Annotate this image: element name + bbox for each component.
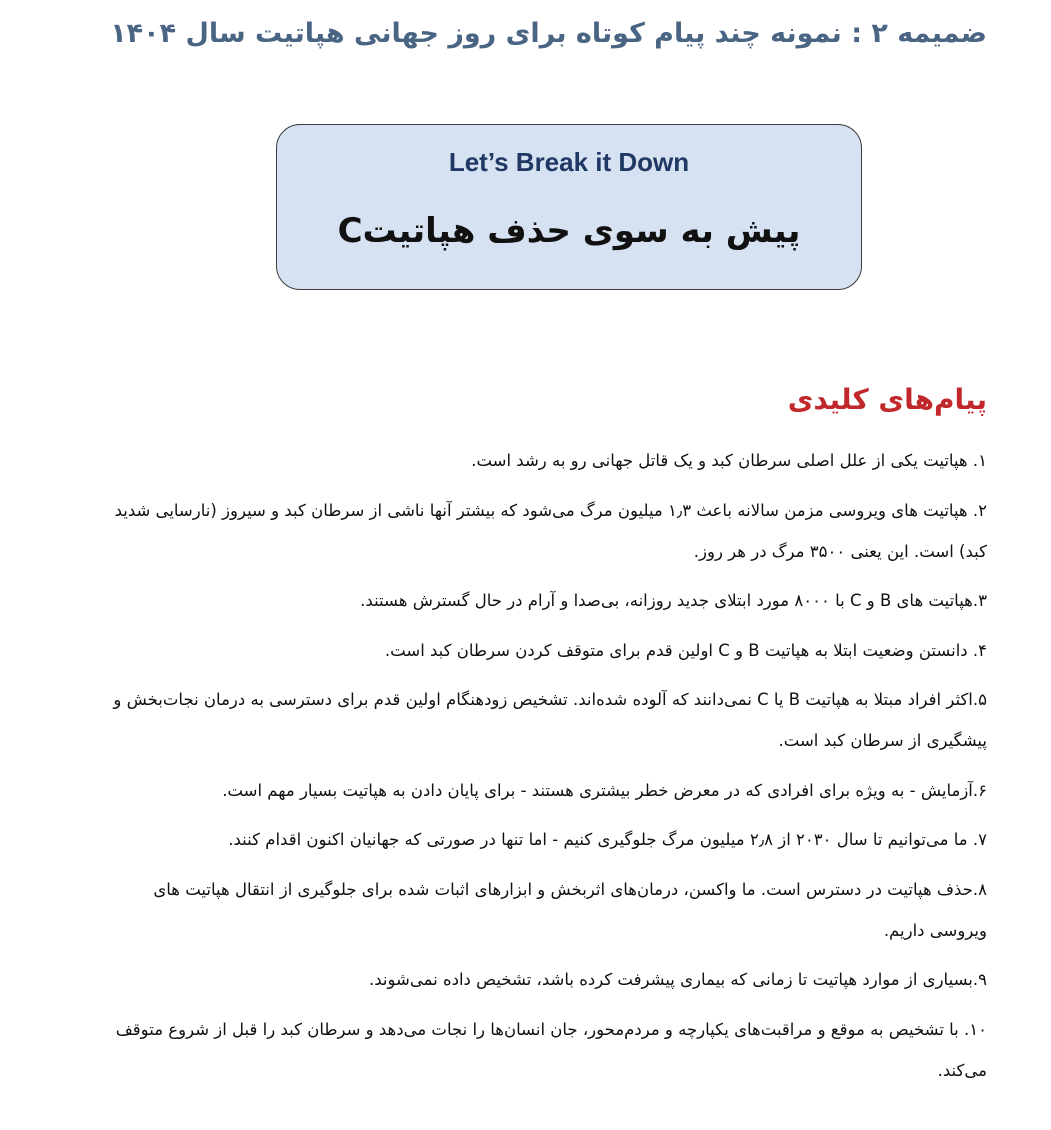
key-message-7: ۷. ما می‌توانیم تا سال ۲۰۳۰ از ۲٫۸ میلیون مرگ جلوگیری کنیم - اما تنها در صورتی که جهانیان اکنون اقدام کنند.: [228, 830, 987, 849]
banner-persian-title: پیش به سوی حذف هپاتیتC: [337, 211, 801, 251]
key-message-1: ۱. هپاتیت یکی از علل اصلی سرطان کبد و یک قاتل جهانی رو به رشد است.: [471, 451, 987, 470]
key-message-5: ۵.اکثر افراد مبتلا به هپاتیت B یا C نمی‌دانند که آلوده شده‌اند. تشخیص زودهنگام اولین قدم برای دسترسی به درمان نجات‌بخش و پیشگیری از سرطان کبد است.: [113, 690, 987, 750]
key-message-4: ۴. دانستن وضعیت ابتلا به هپاتیت B و C اولین قدم برای متوقف کردن سرطان کبد است.: [384, 640, 987, 660]
campaign-banner: [276, 124, 862, 290]
key-message-10: ۱۰. با تشخیص به موقع و مراقبت‌های یکپارچه و مردم‌محور، جان انسان‌ها را نجات می‌دهد و سرطان کبد را قبل از شروع متوقف می‌کند.: [115, 1019, 987, 1080]
key-messages-heading: پیام‌های کلیدی: [787, 383, 987, 416]
key-message-8: ۸.حذف هپاتیت در دسترس است. ما واکسن، درمان‌های اثربخش و ابزارهای اثبات شده برای جلوگیری از انتقال هپاتیت های ویروسی داریم.: [153, 879, 987, 940]
key-messages-list: [97, 440, 987, 1099]
key-message-9: ۹.بسیاری از موارد هپاتیت تا زمانی که بیماری پیشرفت کرده باشد، تشخیص داده نمی‌شوند.: [369, 970, 987, 989]
banner-english-title: Let’s Break it Down: [448, 147, 690, 177]
key-message-6: ۶.آزمایش - به ویژه برای افرادی که در معرض خطر بیشتری هستند - برای پایان دادن به هپاتیت بسیار مهم است.: [222, 780, 987, 800]
key-message-3: ۳.هپاتیت های B و C با ۸۰۰۰ مورد ابتلای جدید روزانه، بی‌صدا و آرام در حال گسترش هستند.: [360, 591, 987, 610]
key-message-2: ۲. هپاتیت های ویروسی مزمن سالانه باعث ۱٫۳ میلیون مرگ می‌شود که بیشتر آنها ناشی از سرطان کبد و سیروز (نارسایی شدید کبد) است. این یعنی ۳۵۰۰ مرگ در هر روز.: [114, 500, 987, 561]
annex-title: ضمیمه ۲ : نمونه چند پیام کوتاه برای روز جهانی هپاتیت سال ۱۴۰۴: [110, 18, 987, 49]
